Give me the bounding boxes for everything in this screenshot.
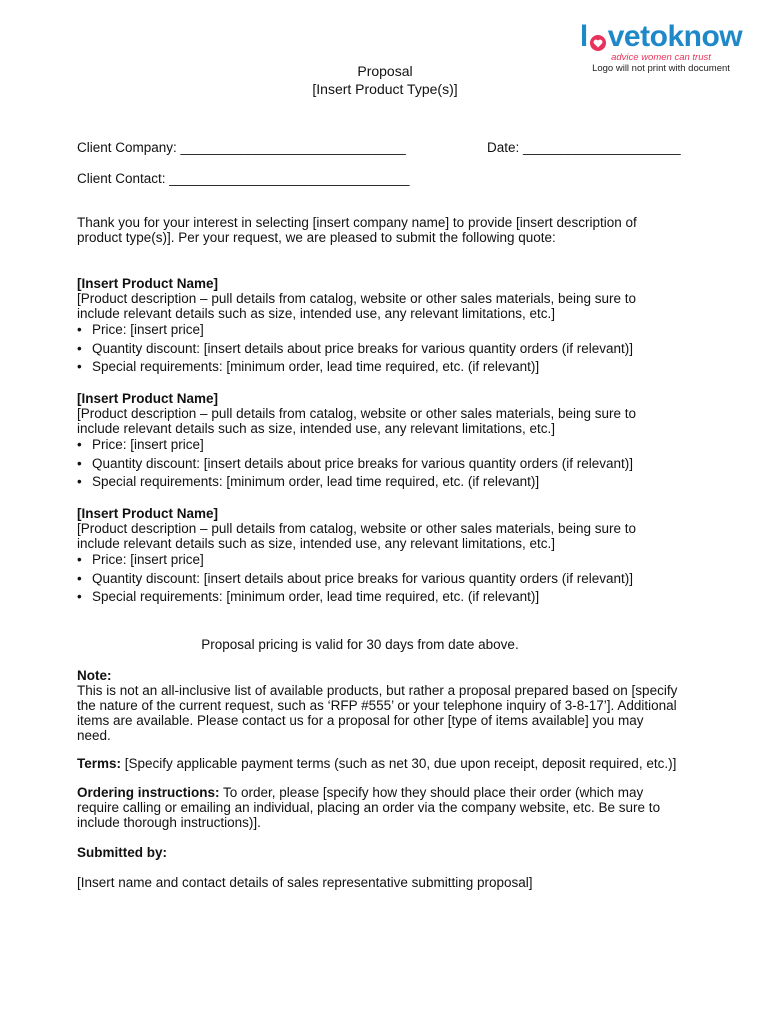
bullet-icon: • xyxy=(77,340,82,356)
bullet-icon: • xyxy=(77,322,82,337)
note-line: need. xyxy=(77,728,111,743)
client-company-field: Client Company: ______________________________ xyxy=(77,140,406,155)
list-item xyxy=(77,455,636,474)
note-section xyxy=(77,668,677,743)
price-text: Price: [insert price] xyxy=(92,437,204,452)
terms-label: Terms: xyxy=(77,756,122,771)
list-item xyxy=(77,340,636,359)
price-text: Price: [insert price] xyxy=(92,322,204,337)
product-description: include relevant details such as size, intended use, any relevant limitations, etc.] xyxy=(77,306,556,321)
submitted-text: [Insert name and contact details of sales representative submitting proposal] xyxy=(77,875,533,890)
product-description: [Product description – pull details from catalog, website or other sales materials, being sure to xyxy=(77,291,637,306)
special-text: Special requirements: [minimum order, lead time required, etc. (if relevant)] xyxy=(92,359,540,374)
submitted-label: Submitted by: xyxy=(77,845,167,860)
logo-part-ve: ve xyxy=(607,20,641,53)
heart-icon xyxy=(589,28,607,46)
special-text: Special requirements: [minimum order, lead time required, etc. (if relevant)] xyxy=(92,474,540,489)
logo-part-know: know xyxy=(667,20,743,53)
bullet-icon: • xyxy=(77,437,82,452)
ordering-text: To order, please [specify how they should place their order (which may xyxy=(219,785,644,800)
page-subtitle: [Insert Product Type(s)] xyxy=(312,81,458,97)
note-line: items are available. Please contact us for a proposal for other [type of items available] you may xyxy=(77,713,644,728)
date-field: Date: _____________________ xyxy=(487,140,681,155)
ordering-text: require calling or emailing an individual, placing an order via the company website, etc. Be sure to xyxy=(77,800,661,815)
submitted-label-line xyxy=(77,845,167,860)
intro-line: Thank you for your interest in selecting [insert company name] to provide [insert description of xyxy=(77,215,637,230)
special-text: Special requirements: [minimum order, lead time required, etc. (if relevant)] xyxy=(92,589,540,604)
product-block xyxy=(77,276,636,377)
logo-wordmark xyxy=(576,22,746,52)
note-line: This is not an all-inclusive list of available products, but rather a proposal prepared based on [specify xyxy=(77,683,678,698)
product-block xyxy=(77,506,636,607)
product-name: [Insert Product Name] xyxy=(77,506,219,521)
quantity-text: Quantity discount: [insert details about price breaks for various quantity orders (if relevant)] xyxy=(92,570,634,586)
product-description: include relevant details such as size, intended use, any relevant limitations, etc.] xyxy=(77,421,556,436)
note-line: the nature of the current request, such as ‘RFP #555’ or your telephone inquiry of 3-8-17’]. Additional xyxy=(77,698,677,713)
logo-part-to: to xyxy=(640,20,668,53)
bullet-icon: • xyxy=(77,455,82,471)
product-name: [Insert Product Name] xyxy=(77,391,219,406)
product-description: [Product description – pull details from catalog, website or other sales materials, being sure to xyxy=(77,521,637,536)
bullet-icon: • xyxy=(77,589,82,604)
terms-section xyxy=(77,756,676,771)
logo-print-note: Logo will not print with document xyxy=(592,63,730,74)
validity-note: Proposal pricing is valid for 30 days from date above. xyxy=(201,637,519,652)
bullet-icon: • xyxy=(77,552,82,567)
list-item xyxy=(77,588,636,607)
list-item xyxy=(77,551,636,570)
list-item xyxy=(77,358,636,377)
client-contact-field: Client Contact: ________________________________ xyxy=(77,171,410,186)
bullet-icon: • xyxy=(77,570,82,586)
product-name: [Insert Product Name] xyxy=(77,276,219,291)
ordering-text: include thorough instructions)]. xyxy=(77,815,261,830)
bullet-icon: • xyxy=(77,474,82,489)
logo-part-l: l xyxy=(579,20,588,53)
logo-tagline: advice women can trust xyxy=(611,52,711,63)
ordering-section xyxy=(77,785,660,830)
intro-line: product type(s)]. Per your request, we are pleased to submit the following quote: xyxy=(77,230,556,245)
list-item xyxy=(77,570,636,589)
list-item xyxy=(77,473,636,492)
bullet-icon: • xyxy=(77,359,82,374)
product-description: include relevant details such as size, intended use, any relevant limitations, etc.] xyxy=(77,536,556,551)
document-header xyxy=(0,62,770,98)
product-description: [Product description – pull details from catalog, website or other sales materials, being sure to xyxy=(77,406,637,421)
list-item xyxy=(77,436,636,455)
terms-text: [Specify applicable payment terms (such as net 30, due upon receipt, deposit required, etc.)] xyxy=(121,756,677,771)
quantity-text: Quantity discount: [insert details about price breaks for various quantity orders (if relevant)] xyxy=(92,340,634,356)
product-block xyxy=(77,391,636,492)
price-text: Price: [insert price] xyxy=(92,552,204,567)
quantity-text: Quantity discount: [insert details about price breaks for various quantity orders (if relevant)] xyxy=(92,455,634,471)
ordering-label: Ordering instructions: xyxy=(77,785,220,800)
intro-paragraph xyxy=(77,215,637,245)
page-title: Proposal xyxy=(357,63,413,79)
list-item xyxy=(77,321,636,340)
note-heading: Note: xyxy=(77,668,112,683)
